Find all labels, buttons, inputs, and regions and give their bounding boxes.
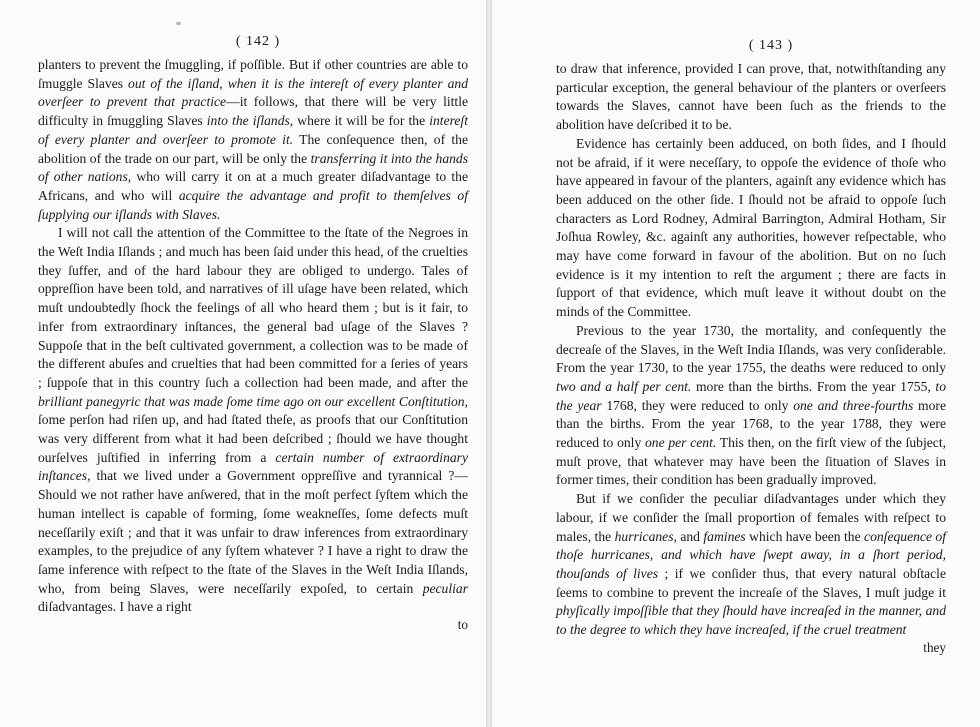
text-run: This then, on the firſt view of the ſubject, muſt prove, that whatever may have been the ſituation of Slaves in former times, their condition has been gradually improved. xyxy=(556,435,946,488)
catchword-left: to xyxy=(457,617,468,633)
italic-run: one per cent. xyxy=(644,435,717,451)
italic-run: peculiar xyxy=(422,580,468,596)
text-run: where it will be for the xyxy=(293,113,430,129)
italic-run: acquire the advantage and profit to themſelves of ſupplying our iſlands with Slaves. xyxy=(38,187,468,222)
italic-run: two and a half per cent. xyxy=(556,378,692,394)
paragraph xyxy=(38,56,468,224)
text-run: ſome perſon had riſen up, and had ſtated theſe, as proofs that our Conſtitution was very different from what it had been deſcribed ; ſhould we have thought ourſelves juſtified in inferring from a xyxy=(38,412,468,465)
text-run: Previous to the year 1730, the mortality, and conſequently the decreaſe of the Slaves, in the Weſt India Iſlands, was very conſiderable. From the year 1730, to the year 1755, the deaths were reduced to only xyxy=(556,322,946,376)
text-run: more than the births. From the year 1755, xyxy=(691,378,936,394)
italic-run: famines xyxy=(703,528,746,544)
text-run: more than the births. From the year 1768, to the year 1788, they were reduced to only xyxy=(556,397,946,451)
italic-run: phyſically impoſſible that they ſhould have increaſed in the manner, and to the degree to which they have increaſed, if the cruel treatment xyxy=(556,603,946,638)
right-page-body xyxy=(556,60,946,640)
page-number-left: ( 142 ) xyxy=(235,34,281,49)
paragraph xyxy=(556,135,946,322)
italic-run: transferring it into the hands of other nations, xyxy=(38,150,469,185)
text-run: 1768, they were reduced to only xyxy=(601,397,794,413)
paragraph xyxy=(556,490,946,640)
ink-speck xyxy=(176,22,181,25)
italic-run: one and three-fourths xyxy=(793,397,914,413)
text-run: which have been the xyxy=(745,528,865,544)
text-run: and xyxy=(676,528,704,544)
left-page-body xyxy=(38,56,468,617)
italic-run: certain number of extraordinary inſtances, xyxy=(38,449,468,484)
text-run: to draw that inference, provided I can prove, that, notwithſtanding any particular exception, the general behaviour of the planters or overſeers towards the Slaves, cannot have been ſuch as the friends to the abolition have deſcribed it to be. xyxy=(556,61,946,133)
catchword-right: they xyxy=(923,639,946,655)
text-run: ; if we conſider thus, that every natural obſtacle ſeems to combine to prevent the increaſe of the Slaves, I muſt judge it xyxy=(556,565,946,600)
page-number-right: ( 143 ) xyxy=(748,38,794,53)
italic-run: conſequence of thoſe hurricanes, and which have ſwept away, in a ſhort period, thouſands of lives xyxy=(556,528,946,581)
italic-run: to the year xyxy=(556,378,946,413)
text-run: The conſequence then, of the abolition of the trade on our part, will be only the xyxy=(38,131,468,166)
italic-run: into the iſlands, xyxy=(206,113,294,129)
text-run: But if we conſider the peculiar diſadvantages under which they labour, if we conſider the ſmall proportion of females with reſpect to males, the xyxy=(556,491,946,544)
paragraph xyxy=(38,224,468,617)
text-run: that we lived under a Government oppreſſive and tyrannical ?—Should we not rather have anſwered, that in the moſt perfect ſyſtem which the human intellect is capable of forming, ſome weakneſſes, ſome defects muſt neceſſarily exiſt ; and that it was unfair to draw inferences from extraordinary examples, to the prejudice of any ſyſtem whatever ? I have a right to draw the ſame inference with reſpect to the ſtate of the Slaves in the Weſt India Iſlands, who, from being Slaves, were neceſſarily expoſed, to certain xyxy=(38,468,468,596)
italic-run: out of the iſland, when it is the intereſt of every planter and overſeer to prevent that practice xyxy=(38,75,468,110)
paragraph xyxy=(556,322,946,490)
paragraph xyxy=(556,60,946,135)
left-page xyxy=(0,0,486,727)
text-run: who will carry it on at a much greater diſadvantage to the Africans, and who will xyxy=(38,169,468,203)
right-page xyxy=(492,0,980,727)
italic-run: intereſt of every planter and overſeer to promote it. xyxy=(38,113,468,147)
italic-run: brilliant panegyric that was made ſome time ago on our excellent Conſtitution, xyxy=(38,393,468,409)
text-run: I will not call the attention of the Committee to the ſtate of the Negroes in the Weſt India Iſlands ; and much has been ſaid under this head, of the cruelties they ſuffer, and of the hard labour they are obliged to undergo. Tales of oppreſſion have been told, and narratives of ill uſage have been related, which muſt undoubtedly ſhock the feelings of all who heard them ; but is it fair, to infer from extraordinary inſtances, the general bad uſage of the Slaves ? Suppoſe that in the beſt cultivated government, a collection was to be made of the different abuſes and cruelties that had been committed for a ſeries of years ; ſuppoſe that in this country ſuch a collection had been made, and after the xyxy=(38,225,468,390)
text-run: diſadvantages. I have a right xyxy=(38,599,192,615)
text-run: —it follows, that there will be very little difficulty in ſmuggling Slaves xyxy=(38,94,469,129)
italic-run: hurricanes, xyxy=(614,528,677,544)
text-run: planters to prevent the ſmuggling, if poſſible. But if other countries are able to ſmuggle Slaves xyxy=(38,57,468,91)
text-run: Evidence has certainly been adduced, on both ſides, and I ſhould not be afraid, if it were neceſſary, to oppoſe the evidence of thoſe who have appeared in favour of the planters, againſt any evidence which has been adduced on the other ſide. I ſhould not be afraid to oppoſe ſuch characters as Lord Rodney, Admiral Barrington, Admiral Hotham, Sir Joſhua Rowley, &c. againſt any authorities, however reſpectable, who may have come forward in favour of the abolition. But on no ſuch evidence is it my intention to reſt the argument ; there are facts in ſupport of that evidence, which muſt leave it without doubt on the minds of the Committee. xyxy=(556,135,946,320)
